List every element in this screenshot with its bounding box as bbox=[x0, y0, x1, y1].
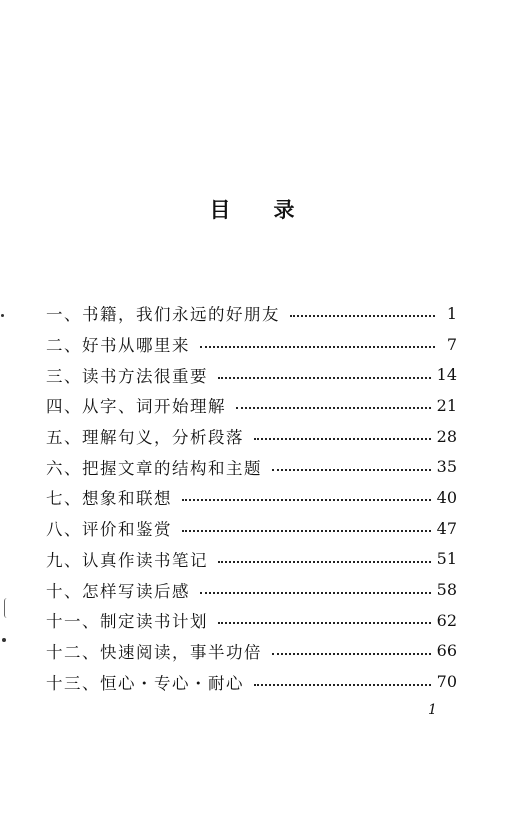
toc-entry[interactable] bbox=[46, 636, 457, 667]
toc-entry-page: 40 bbox=[436, 487, 457, 507]
toc-entry-page: 1 bbox=[446, 303, 457, 323]
toc-entry-page: 35 bbox=[436, 457, 457, 477]
dot-leader bbox=[200, 590, 431, 594]
toc-entry-page: 58 bbox=[436, 580, 457, 600]
toc-entry-page: 21 bbox=[436, 395, 457, 415]
toc-entry-label: 十、怎样写读后感 bbox=[46, 581, 190, 601]
scan-edge-mark bbox=[4, 598, 8, 618]
toc-entry[interactable] bbox=[46, 574, 457, 605]
dot-leader bbox=[182, 497, 431, 501]
page-title bbox=[0, 194, 505, 224]
toc-entry[interactable] bbox=[46, 666, 457, 697]
title-char-1: 目 bbox=[209, 198, 232, 222]
toc-entry-page: 70 bbox=[436, 672, 457, 692]
toc-entry[interactable] bbox=[46, 482, 457, 513]
dot-leader bbox=[218, 620, 431, 624]
toc-entry-label: 二、好书从哪里来 bbox=[46, 336, 190, 356]
page-number: 1 bbox=[428, 702, 437, 718]
toc-entry-label: 一、书籍，我们永远的好朋友 bbox=[46, 305, 280, 325]
toc-entry[interactable] bbox=[46, 298, 457, 329]
toc-entry[interactable] bbox=[46, 605, 457, 636]
dot-leader bbox=[218, 559, 431, 563]
title-char-2: 录 bbox=[273, 198, 296, 222]
dot-leader bbox=[254, 436, 431, 440]
toc-entry-label: 七、想象和联想 bbox=[46, 489, 172, 509]
toc-entry[interactable] bbox=[46, 359, 457, 390]
table-of-contents bbox=[46, 298, 457, 697]
toc-entry-page: 47 bbox=[436, 518, 457, 538]
toc-entry[interactable] bbox=[46, 421, 457, 452]
toc-entry[interactable] bbox=[46, 329, 457, 360]
toc-entry[interactable] bbox=[46, 390, 457, 421]
toc-entry-label: 五、理解句义，分析段落 bbox=[46, 428, 244, 448]
toc-entry[interactable] bbox=[46, 451, 457, 482]
toc-entry[interactable] bbox=[46, 513, 457, 544]
toc-entry-page: 66 bbox=[436, 641, 457, 661]
toc-entry-label: 十三、恒心・专心・耐心 bbox=[46, 673, 244, 693]
toc-entry-page: 51 bbox=[436, 549, 457, 569]
dot-leader bbox=[236, 405, 431, 409]
toc-entry-label: 十一、制定读书计划 bbox=[46, 612, 208, 632]
dot-leader bbox=[272, 651, 431, 655]
scan-speck bbox=[1, 314, 4, 317]
toc-entry-page: 62 bbox=[436, 610, 457, 630]
toc-entry-label: 九、认真作读书笔记 bbox=[46, 550, 208, 570]
toc-entry-page: 14 bbox=[436, 365, 457, 385]
toc-entry-label: 四、从字、词开始理解 bbox=[46, 397, 226, 417]
dot-leader bbox=[218, 375, 431, 379]
toc-entry-label: 十二、快速阅读，事半功倍 bbox=[46, 642, 262, 662]
toc-entry-page: 7 bbox=[446, 334, 457, 354]
toc-entry-label: 六、把握文章的结构和主题 bbox=[46, 458, 262, 478]
dot-leader bbox=[290, 313, 435, 317]
scan-speck bbox=[2, 638, 6, 642]
toc-entry-label: 八、评价和鉴赏 bbox=[46, 520, 172, 540]
toc-entry[interactable] bbox=[46, 544, 457, 575]
toc-entry-label: 三、读书方法很重要 bbox=[46, 366, 208, 386]
dot-leader bbox=[200, 344, 435, 348]
dot-leader bbox=[254, 682, 431, 686]
toc-entry-page: 28 bbox=[436, 426, 457, 446]
dot-leader bbox=[182, 528, 431, 532]
dot-leader bbox=[272, 467, 431, 471]
